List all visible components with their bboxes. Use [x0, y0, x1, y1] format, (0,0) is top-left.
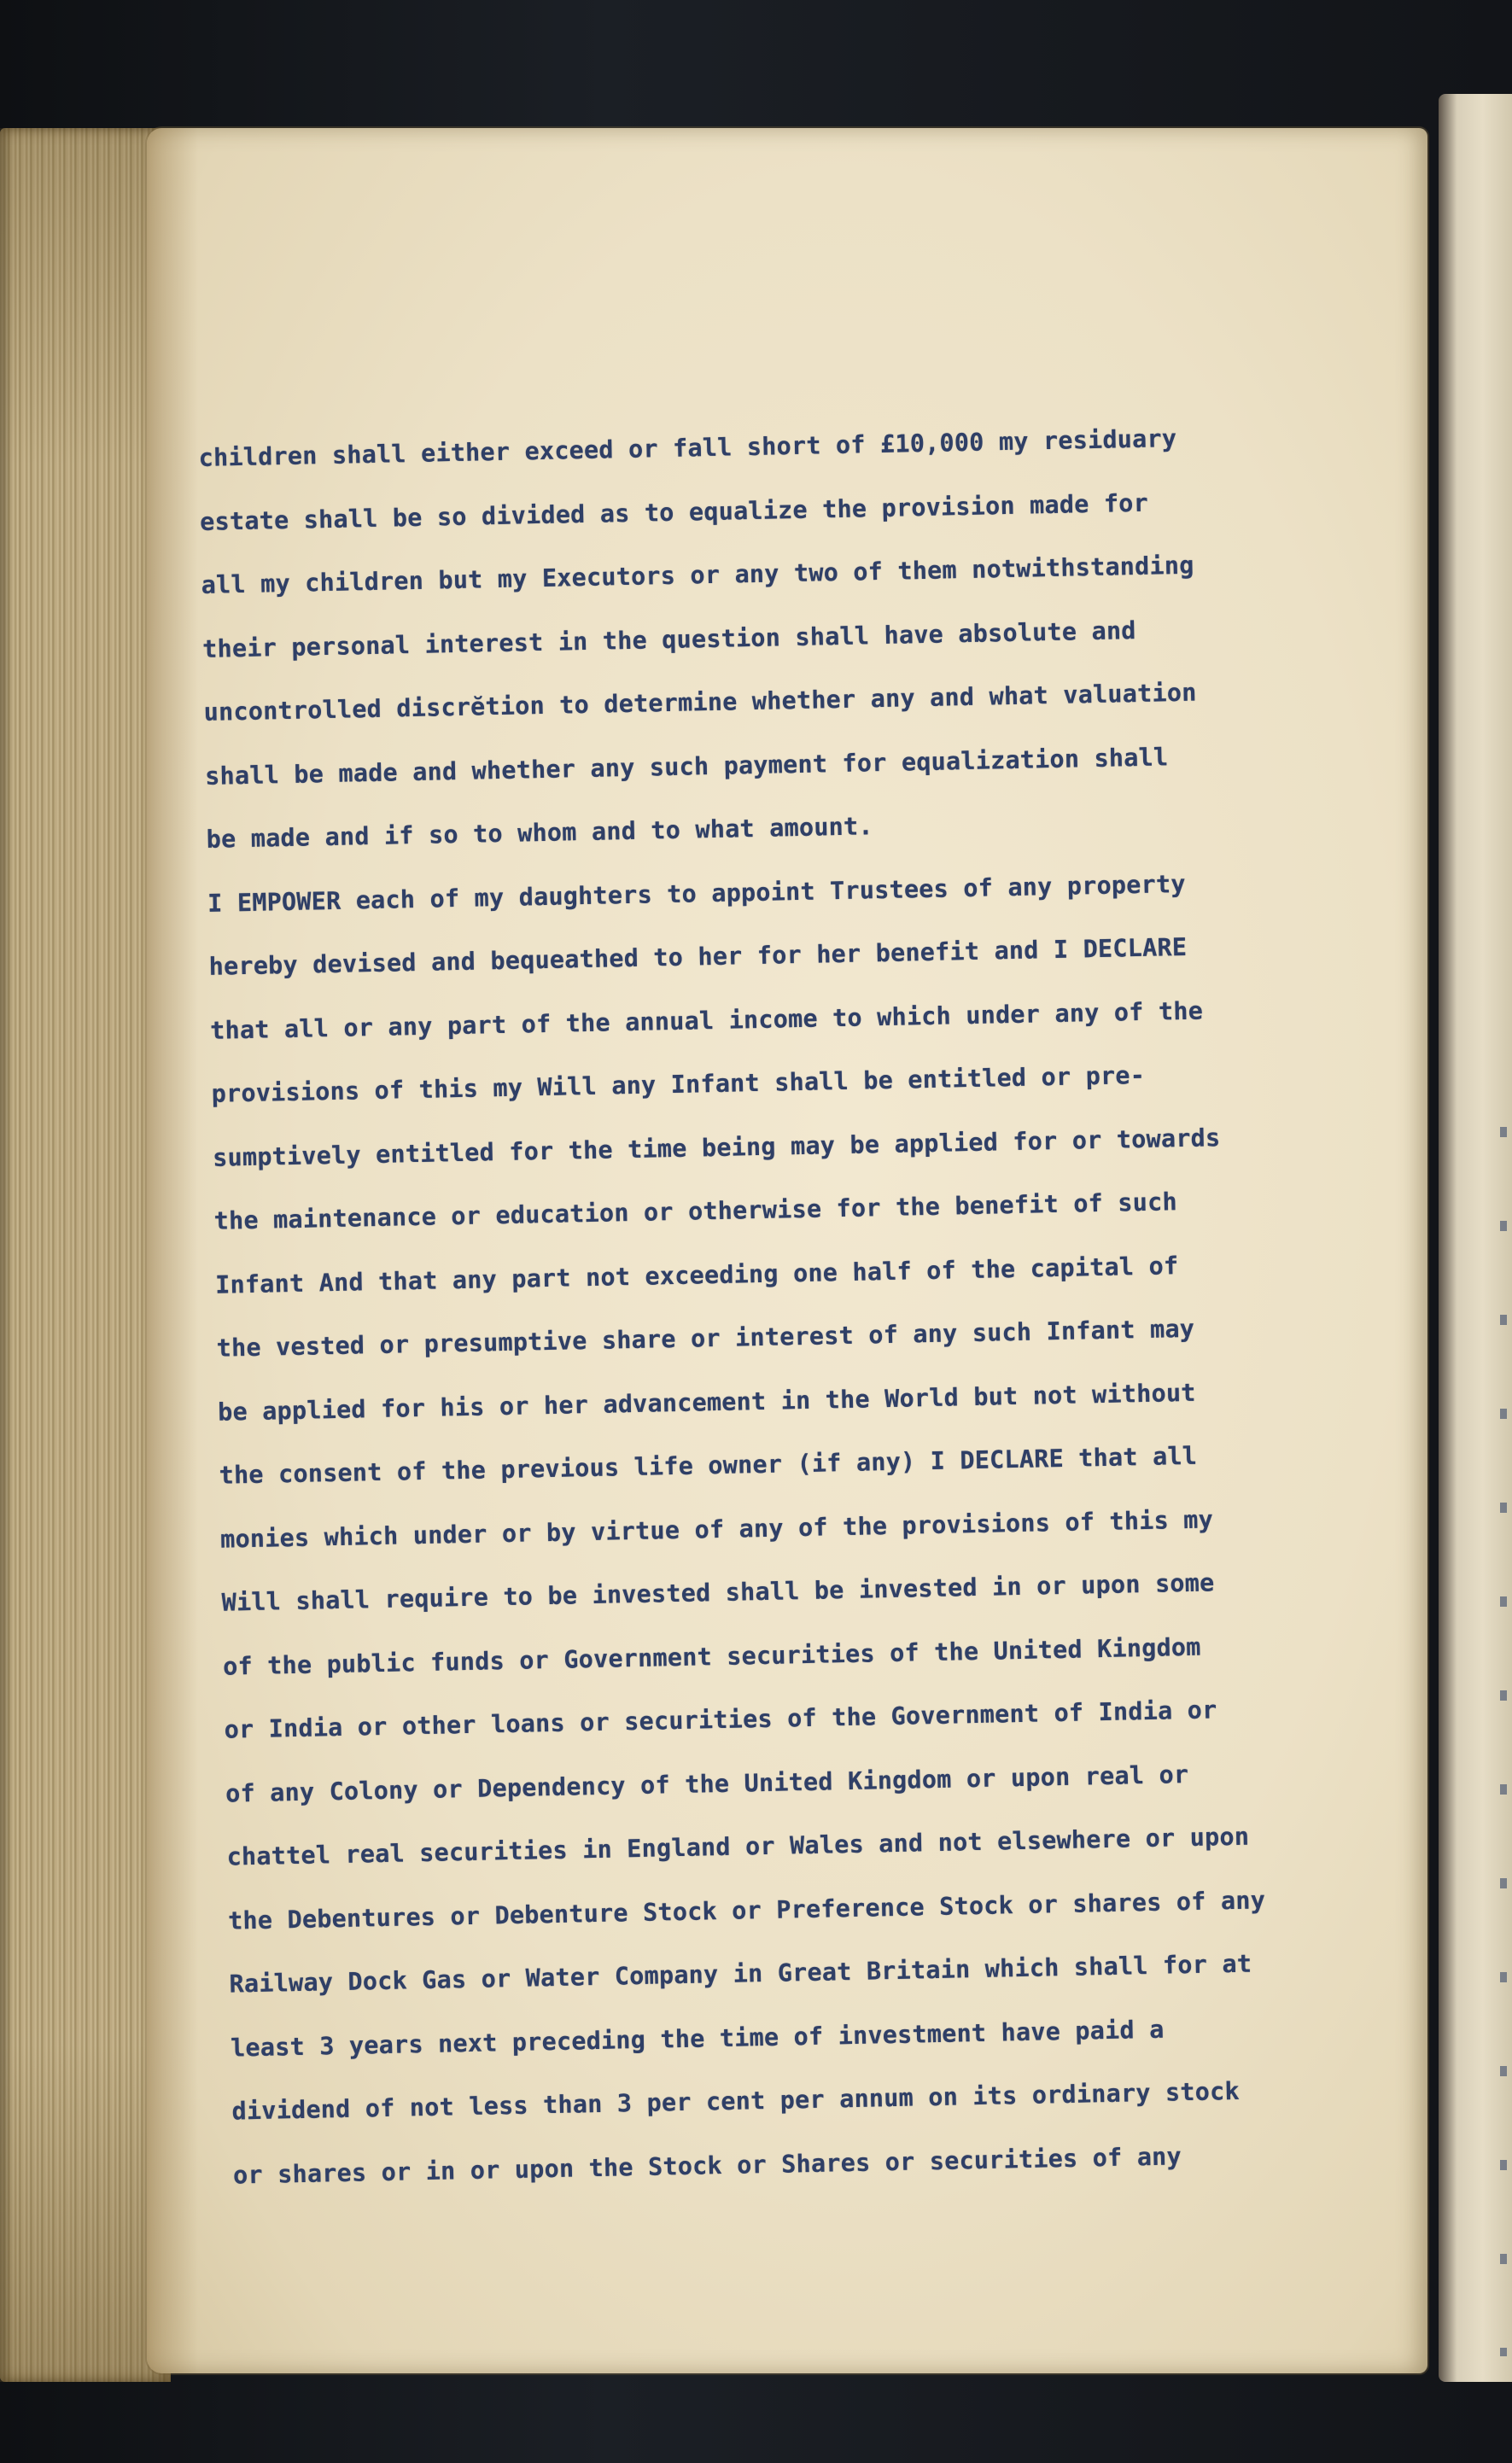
text-line: shall be made and whether any such payment for equalization shall	[204, 742, 1169, 791]
text-line: be applied for his or her advancement in the World but not without	[217, 1378, 1196, 1427]
text-line: Infant And that any part not exceeding one half of the capital of	[214, 1251, 1179, 1299]
page-stack-edge	[0, 128, 171, 2382]
text-line: monies which under or by virtue of any of the provisions of this my	[219, 1504, 1214, 1554]
text-line: the consent of the previous life owner (if any) I DECLARE that all	[219, 1441, 1198, 1490]
text-line: sumptively entitled for the time being may be applied for or towards	[212, 1123, 1221, 1172]
facing-page-text-fragments	[1500, 1076, 1507, 2356]
facing-page-edge	[1439, 94, 1512, 2382]
typewritten-text-block	[198, 403, 1429, 2208]
text-line: the Debentures or Debenture Stock or Preference Stock or shares of any	[227, 1885, 1266, 1935]
text-line: be made and if so to whom and to what amount.	[206, 812, 874, 854]
text-line: the vested or presumptive share or interest of any such Infant may	[216, 1314, 1195, 1363]
text-line: estate shall be so divided as to equalize the provision made for	[199, 488, 1149, 536]
document-page	[147, 128, 1427, 2373]
text-line: all my children but my Executors or any two of them notwithstanding	[201, 551, 1194, 599]
text-line: least 3 years next preceding the time of investment have paid a	[230, 2015, 1165, 2063]
text-line: or India or other loans or securities of the Government of India or	[224, 1696, 1217, 1744]
text-line: their personal interest in the question shall have absolute and	[201, 616, 1136, 663]
text-line: chattel real securities in England or Wales and not elsewhere or upon	[226, 1822, 1250, 1871]
text-line: hereby devised and bequeathed to her for her benefit and I DECLARE	[208, 932, 1188, 981]
text-line: or shares or in or upon the Stock or Shares or securities of any	[232, 2141, 1182, 2190]
text-line: Railway Dock Gas or Water Company in Great Britain which shall for at	[229, 1949, 1252, 1999]
text-line: dividend of not less than 3 per cent per annum on its ordinary stock	[231, 2076, 1241, 2126]
text-line: children shall either exceed or fall short of £10,000 my residuary	[198, 424, 1177, 472]
text-line: I EMPOWER each of my daughters to appoint Trustees of any property	[207, 869, 1186, 918]
text-line: of the public funds or Government securities of the United Kingdom	[222, 1632, 1201, 1681]
text-line: Will shall require to be invested shall be invested in or upon some	[221, 1568, 1215, 1617]
text-line: that all or any part of the annual income to which under any of the	[209, 996, 1204, 1045]
text-line: provisions of this my Will any Infant shall be entitled or pre-	[211, 1060, 1146, 1108]
text-line: the maintenance or education or otherwise for the benefit of such	[213, 1188, 1178, 1235]
text-line: uncontrolled discrĕtion to determine whether any and what valuation	[203, 678, 1197, 727]
text-line: of any Colony or Dependency of the United Kingdom or upon real or	[225, 1760, 1189, 1808]
